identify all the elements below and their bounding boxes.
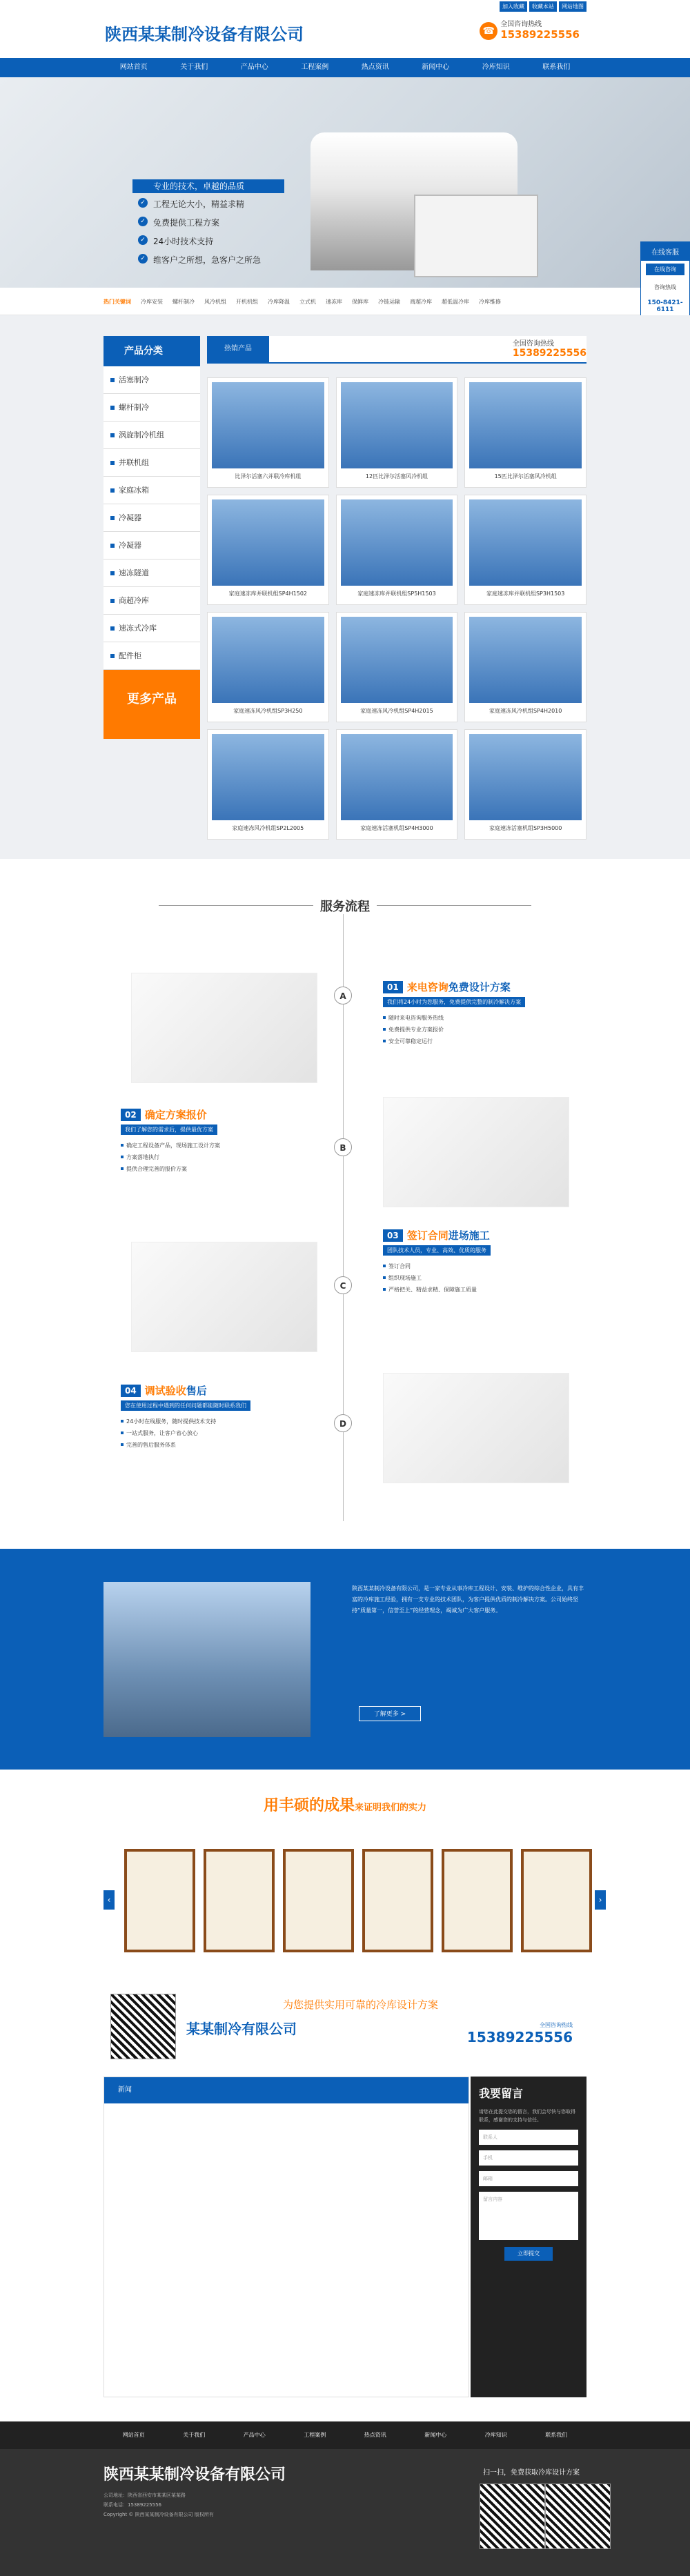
company-name: 某某制冷有限公司	[186, 2021, 297, 2037]
keyword[interactable]: 螺杆制冷	[172, 298, 195, 305]
category-item[interactable]: 速冻式冷库	[103, 615, 200, 642]
keyword[interactable]: 冷库维修	[479, 298, 501, 305]
product-image	[469, 617, 582, 703]
online-service-title: 在线客服	[641, 242, 689, 261]
message-textarea[interactable]: 留言内容	[479, 2192, 578, 2240]
header-hotline	[482, 18, 580, 41]
product-name: 家庭速冻风冷机组SP2L2005	[232, 825, 304, 831]
product-card[interactable]	[336, 612, 458, 722]
hotline-number: 15389225556	[500, 28, 580, 41]
product-image	[469, 734, 582, 820]
footer-nav-item[interactable]: 冷库知识	[484, 2432, 507, 2438]
category-item[interactable]: 螺杆制冷	[103, 394, 200, 422]
category-item[interactable]: 商超冷库	[103, 587, 200, 615]
contact-name-input[interactable]: 联系人	[479, 2130, 578, 2145]
keyword[interactable]: 开机机组	[236, 298, 258, 305]
honor-title: 用丰硕的成果来证明我们的实力	[263, 1797, 427, 1814]
hot-keywords	[0, 288, 690, 315]
service-step-1: 01 来电咨询 免费设计方案 我们将24小时为您服务，免费提供完整的制冷解决方案 随时来电咨询服务热线 免费提供专业方案报价 安全可靠稳定运行	[383, 980, 597, 1049]
nav-item-about[interactable]: 关于我们	[180, 63, 208, 71]
qr-code-icon	[545, 2484, 611, 2549]
product-image	[341, 617, 453, 703]
step-letter: A	[334, 987, 352, 1004]
footer-nav	[0, 2421, 690, 2449]
category-title: 产品分类	[103, 336, 200, 366]
product-image	[212, 499, 324, 586]
banner-item: ✓ 工程无论大小，精益求精	[138, 198, 261, 210]
banner-list	[138, 198, 261, 273]
keyword[interactable]: 速冻库	[326, 298, 342, 305]
category-item[interactable]: 家庭冰箱	[103, 477, 200, 504]
product-hotline: 全国咨询热线 15389225556	[512, 340, 586, 359]
hero-banner	[0, 77, 690, 288]
service-step-4: 04 调试验收 售后 您在使用过程中遇到的任何问题都能随时联系我们 24小时在线服务，随时提供技术支持 一站式服务，让客户省心放心 完善的售后服务体系	[121, 1383, 335, 1453]
nav-item-knowledge[interactable]: 冷库知识	[482, 63, 510, 71]
footer-info: 公司地址：陕西省西安市某某区某某路 联系电话：15389225556 Copyright © 陕西某某制冷设备有限公司 版权所有	[103, 2493, 214, 2517]
product-name: 比泽尔活塞六并联冷库机组	[235, 473, 302, 479]
footer-nav-item[interactable]: 网站首页	[122, 2432, 145, 2438]
step-letter: D	[334, 1414, 352, 1432]
product-header	[207, 336, 586, 364]
footer-nav-item[interactable]: 工程案例	[304, 2432, 326, 2438]
certificate-image	[362, 1849, 433, 1952]
message-form	[471, 2077, 586, 2397]
more-products-button[interactable]: 更多产品	[103, 670, 200, 739]
product-card[interactable]	[207, 377, 329, 488]
product-name: 家庭速冻风冷机组SP4H2015	[360, 708, 433, 714]
category-sidebar	[103, 336, 200, 739]
product-image	[212, 382, 324, 468]
banner-title: 专业的技术，卓越的品质	[132, 179, 284, 193]
nav-item-news[interactable]: 新闻中心	[422, 63, 450, 71]
check-icon: ✓	[138, 254, 148, 264]
footer-nav-item[interactable]: 热点资讯	[364, 2432, 386, 2438]
side-phone: 150-8421-6111	[647, 299, 683, 313]
sketch-image	[131, 1242, 317, 1352]
product-card[interactable]	[207, 495, 329, 605]
qr-hotline: 全国咨询热线 15389225556	[466, 2022, 573, 2045]
nav-item-home[interactable]: 网站首页	[119, 63, 148, 71]
product-card[interactable]	[464, 495, 586, 605]
footer-nav-item[interactable]: 产品中心	[243, 2432, 266, 2438]
category-item[interactable]: 并联机组	[103, 449, 200, 477]
category-item[interactable]: 涡旋制冷机组	[103, 422, 200, 449]
top-link-1[interactable]: 加入收藏	[500, 1, 527, 12]
product-card[interactable]	[207, 612, 329, 722]
product-name: 家庭速冻库并联机组SP3H1503	[486, 591, 565, 597]
banner-item: ✓ 免费提供工程方案	[138, 217, 261, 228]
category-item[interactable]: 速冻隧道	[103, 559, 200, 587]
product-name: 家庭速冻库并联机组SP5H1503	[357, 591, 436, 597]
sketch-image	[383, 1097, 569, 1207]
banner-item: ✓ 24小时技术支持	[138, 235, 261, 247]
about-text: 陕西某某制冷设备有限公司，是一家专业从事冷库工程设计、安装、维护的综合性企业，具有丰富的冷库施工经验，拥有一支专业的技术团队，为客户提供优质的制冷解决方案。公司始终坚持“质量第一，信誉至上”的经营理念，竭诚为广大客户服务。	[352, 1585, 584, 1614]
service-step-2: 02 确定方案报价 我们了解您的需求后，提供最优方案 确定工程设备产品，现场施工设计方案 方案落地执行 提供合理完善的报价方案	[121, 1107, 335, 1177]
main-nav	[0, 58, 690, 77]
keyword[interactable]: 商超冷库	[410, 298, 432, 305]
product-card[interactable]	[336, 729, 458, 840]
keyword[interactable]: 冷库安装	[141, 298, 163, 305]
product-name: 家庭速冻活塞机组SP4H3000	[360, 825, 433, 831]
product-name: 家庭速冻风冷机组SP4H2010	[489, 708, 562, 714]
check-icon: ✓	[138, 235, 148, 245]
tab-hot-products[interactable]: 热销产品	[207, 336, 269, 362]
check-icon: ✓	[138, 198, 148, 208]
product-card[interactable]	[464, 377, 586, 488]
banner-cabinet-image	[414, 195, 538, 277]
learn-more-button[interactable]: 了解更多 >	[359, 1706, 421, 1721]
banner-item: ✓ 维客户之所想，急客户之所急	[138, 254, 261, 266]
nav-item-products[interactable]: 产品中心	[240, 63, 268, 71]
email-input[interactable]: 邮箱	[479, 2171, 578, 2186]
certificate-image	[124, 1849, 195, 1952]
product-card[interactable]	[336, 377, 458, 488]
company-image	[103, 1582, 310, 1737]
next-arrow-icon[interactable]: ›	[595, 1890, 606, 1910]
hotline-label: 全国咨询热线	[500, 21, 542, 28]
product-image	[341, 499, 453, 586]
footer	[0, 2449, 690, 2576]
header	[0, 15, 690, 58]
step-letter: B	[334, 1138, 352, 1156]
keyword[interactable]: 保鲜库	[352, 298, 368, 305]
qr-code-icon	[110, 1994, 176, 2059]
keyword[interactable]: 风冷机组	[204, 298, 226, 305]
prev-arrow-icon[interactable]: ‹	[103, 1890, 115, 1910]
sketch-image	[383, 1373, 569, 1483]
product-image	[212, 617, 324, 703]
certificate-image	[283, 1849, 354, 1952]
site-logo[interactable]: 陕西某某制冷设备有限公司	[105, 25, 304, 44]
nav-item-contact[interactable]: 联系我们	[542, 63, 571, 71]
submit-button[interactable]: 立即提交	[504, 2247, 553, 2261]
hot-keywords-label: 热门关键词	[103, 298, 131, 305]
product-list	[207, 336, 586, 840]
nav-item-cases[interactable]: 工程案例	[301, 63, 329, 71]
keyword[interactable]: 冷链运输	[378, 298, 400, 305]
product-name: 12匹比泽尔活塞风冷机组	[365, 473, 428, 479]
product-name: 家庭速冻库并联机组SP4H1502	[228, 591, 308, 597]
product-image	[341, 382, 453, 468]
service-title: 服务流程	[0, 897, 690, 915]
top-links	[500, 1, 586, 12]
product-image	[341, 734, 453, 820]
footer-tagline: 扫一扫，免费获取冷库设计方案	[483, 2469, 580, 2477]
qr-banner	[103, 1990, 586, 2066]
product-image	[469, 499, 582, 586]
keyword[interactable]: 超低温冷库	[442, 298, 469, 305]
online-service-panel	[640, 241, 690, 317]
product-image	[212, 734, 324, 820]
message-desc: 请您在此提交您的留言，我们会尽快与您取得联系，感谢您的支持与信任。	[479, 2109, 575, 2123]
product-name: 家庭速冻活塞机组SP3H5000	[489, 825, 562, 831]
about-section	[0, 1549, 690, 1770]
keyword[interactable]: 冷库降温	[268, 298, 290, 305]
nav-item-hot[interactable]: 热点资讯	[361, 63, 389, 71]
slogan: 为您提供实用可靠的冷库设计方案	[283, 1999, 439, 2011]
phone-icon: ☎	[480, 22, 497, 40]
message-title: 我要留言	[479, 2087, 524, 2100]
category-item[interactable]: 配件柜	[103, 642, 200, 670]
footer-nav-item[interactable]: 联系我们	[545, 2432, 568, 2438]
footer-nav-item[interactable]: 新闻中心	[424, 2432, 447, 2438]
keyword[interactable]: 立式机	[299, 298, 316, 305]
category-item[interactable]: 冷凝器	[103, 532, 200, 559]
product-image	[469, 382, 582, 468]
footer-company-name: 陕西某某制冷设备有限公司	[103, 2466, 286, 2484]
category-item[interactable]: 冷凝器	[103, 504, 200, 532]
product-card[interactable]	[464, 729, 586, 840]
check-icon: ✓	[138, 217, 148, 226]
top-link-2[interactable]: 收藏本站	[529, 1, 557, 12]
qr-code-icon	[480, 2484, 545, 2549]
product-card[interactable]	[336, 495, 458, 605]
news-title: 新闻	[104, 2077, 469, 2103]
news-panel	[103, 2077, 469, 2397]
product-name: 15匹比泽尔活塞风冷机组	[494, 473, 557, 479]
phone-input[interactable]: 手机	[479, 2150, 578, 2166]
top-link-3[interactable]: 网站地图	[559, 1, 586, 12]
certificate-image	[204, 1849, 275, 1952]
step-letter: C	[334, 1276, 352, 1294]
hotline-label-side: 咨询热线	[654, 284, 676, 290]
product-card[interactable]	[207, 729, 329, 840]
product-section	[0, 315, 690, 859]
category-item[interactable]: 活塞制冷	[103, 366, 200, 394]
online-chat-button[interactable]: 在线咨询	[646, 264, 684, 275]
certificate-carousel	[124, 1849, 593, 1952]
product-name: 家庭速冻风冷机组SP3H250	[233, 708, 303, 714]
product-card[interactable]	[464, 612, 586, 722]
certificate-image	[442, 1849, 513, 1952]
sketch-image	[131, 973, 317, 1083]
certificate-image	[521, 1849, 592, 1952]
service-step-3: 03 签订合同 进场施工 团队技术人员，专业、高效、优质的服务 签订合同 组织现场施工 严格把关、精益求精、保障施工质量	[383, 1228, 597, 1298]
top-bar	[0, 0, 690, 15]
footer-nav-item[interactable]: 关于我们	[183, 2432, 206, 2438]
